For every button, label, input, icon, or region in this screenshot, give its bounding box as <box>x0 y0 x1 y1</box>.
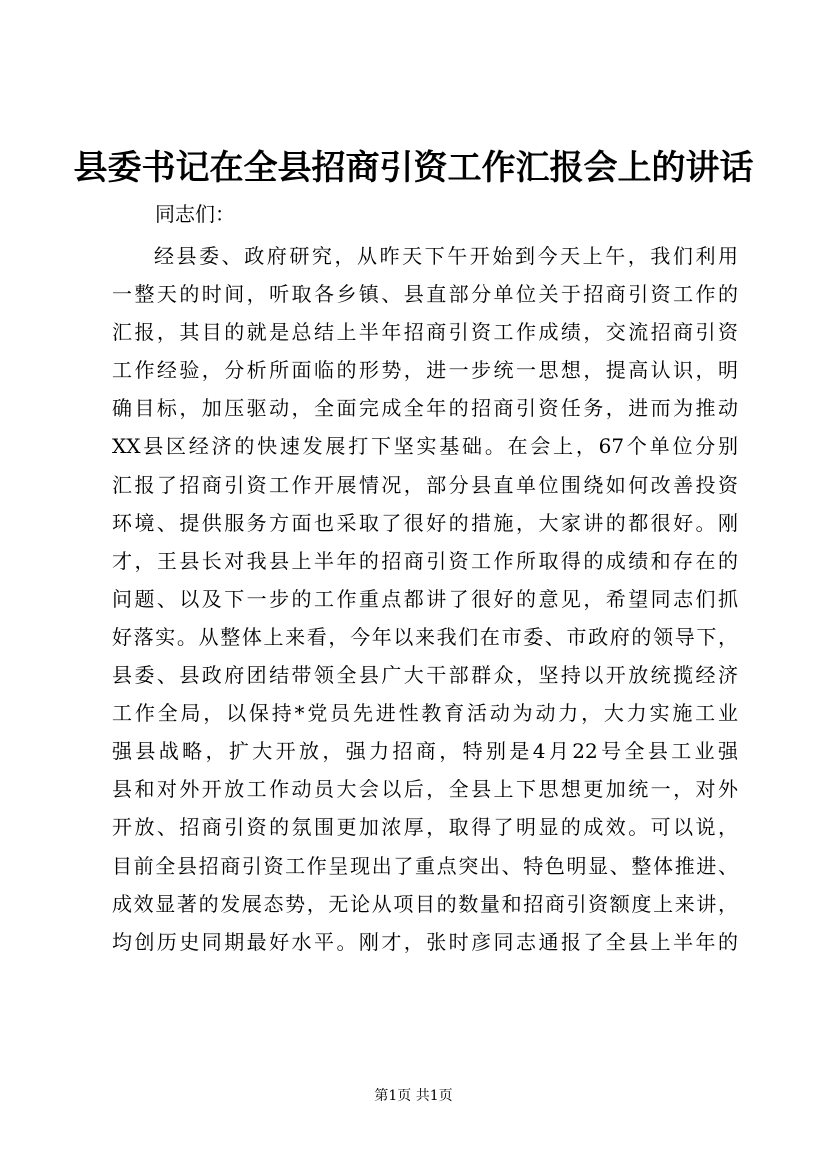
body-line: 工作全局，以保持*党员先进性教育活动为动力，大力实施工业 <box>112 701 738 726</box>
body-line: 成效显著的发展态势，无论从项目的数量和招商引资额度上来讲， <box>112 891 738 916</box>
body-line: 开放、招商引资的氛围更加浓厚，取得了明显的成效。可以说， <box>112 815 738 840</box>
body-line: 目前全县招商引资工作呈现出了重点突出、特色明显、整体推进、 <box>112 853 738 878</box>
body-line: 工作经验，分析所面临的形势，进一步统一思想，提高认识，明 <box>112 358 738 383</box>
page-footer: 第1页 共1页 <box>374 1088 453 1104</box>
body-line: 问题、以及下一步的工作重点都讲了很好的意见，希望同志们抓 <box>112 586 738 611</box>
body-line: 才，王县长对我县上半年的招商引资工作所取得的成绩和存在的 <box>112 548 738 573</box>
body-line: 一整天的时间，听取各乡镇、县直部分单位关于招商引资工作的 <box>112 282 738 307</box>
body-line: 强县战略，扩大开放，强力招商，特别是4月22号全县工业强 <box>112 739 738 764</box>
body-line: 县和对外开放工作动员大会以后，全县上下思想更加统一，对外 <box>112 777 738 802</box>
body-line: 经县委、政府研究，从昨天下午开始到今天上午，我们利用 <box>154 244 738 268</box>
body-line: 汇报，其目的就是总结上半年招商引资工作成绩，交流招商引资 <box>112 320 738 345</box>
body-paragraph <box>112 242 738 966</box>
body-line: 县委、县政府团结带领全县广大干部群众，坚持以开放统揽经济 <box>112 663 738 688</box>
body-line: XX县区经济的快速发展打下坚实基础。在会上，67个单位分别 <box>112 434 738 459</box>
document-title: 县委书记在全县招商引资工作汇报会上的讲话 <box>73 148 754 188</box>
body-line: 汇报了招商引资工作开展情况，部分县直单位围绕如何改善投资 <box>112 472 738 497</box>
salutation: 同志们： <box>155 202 235 226</box>
body-line: 确目标，加压驱动，全面完成全年的招商引资任务，进而为推动 <box>112 396 738 421</box>
body-line: 好落实。从整体上来看，今年以来我们在市委、市政府的领导下， <box>112 624 738 649</box>
body-line: 均创历史同期最好水平。刚才，张时彦同志通报了全县上半年的 <box>112 929 738 954</box>
body-line: 环境、提供服务方面也采取了很好的措施，大家讲的都很好。刚 <box>112 510 738 535</box>
